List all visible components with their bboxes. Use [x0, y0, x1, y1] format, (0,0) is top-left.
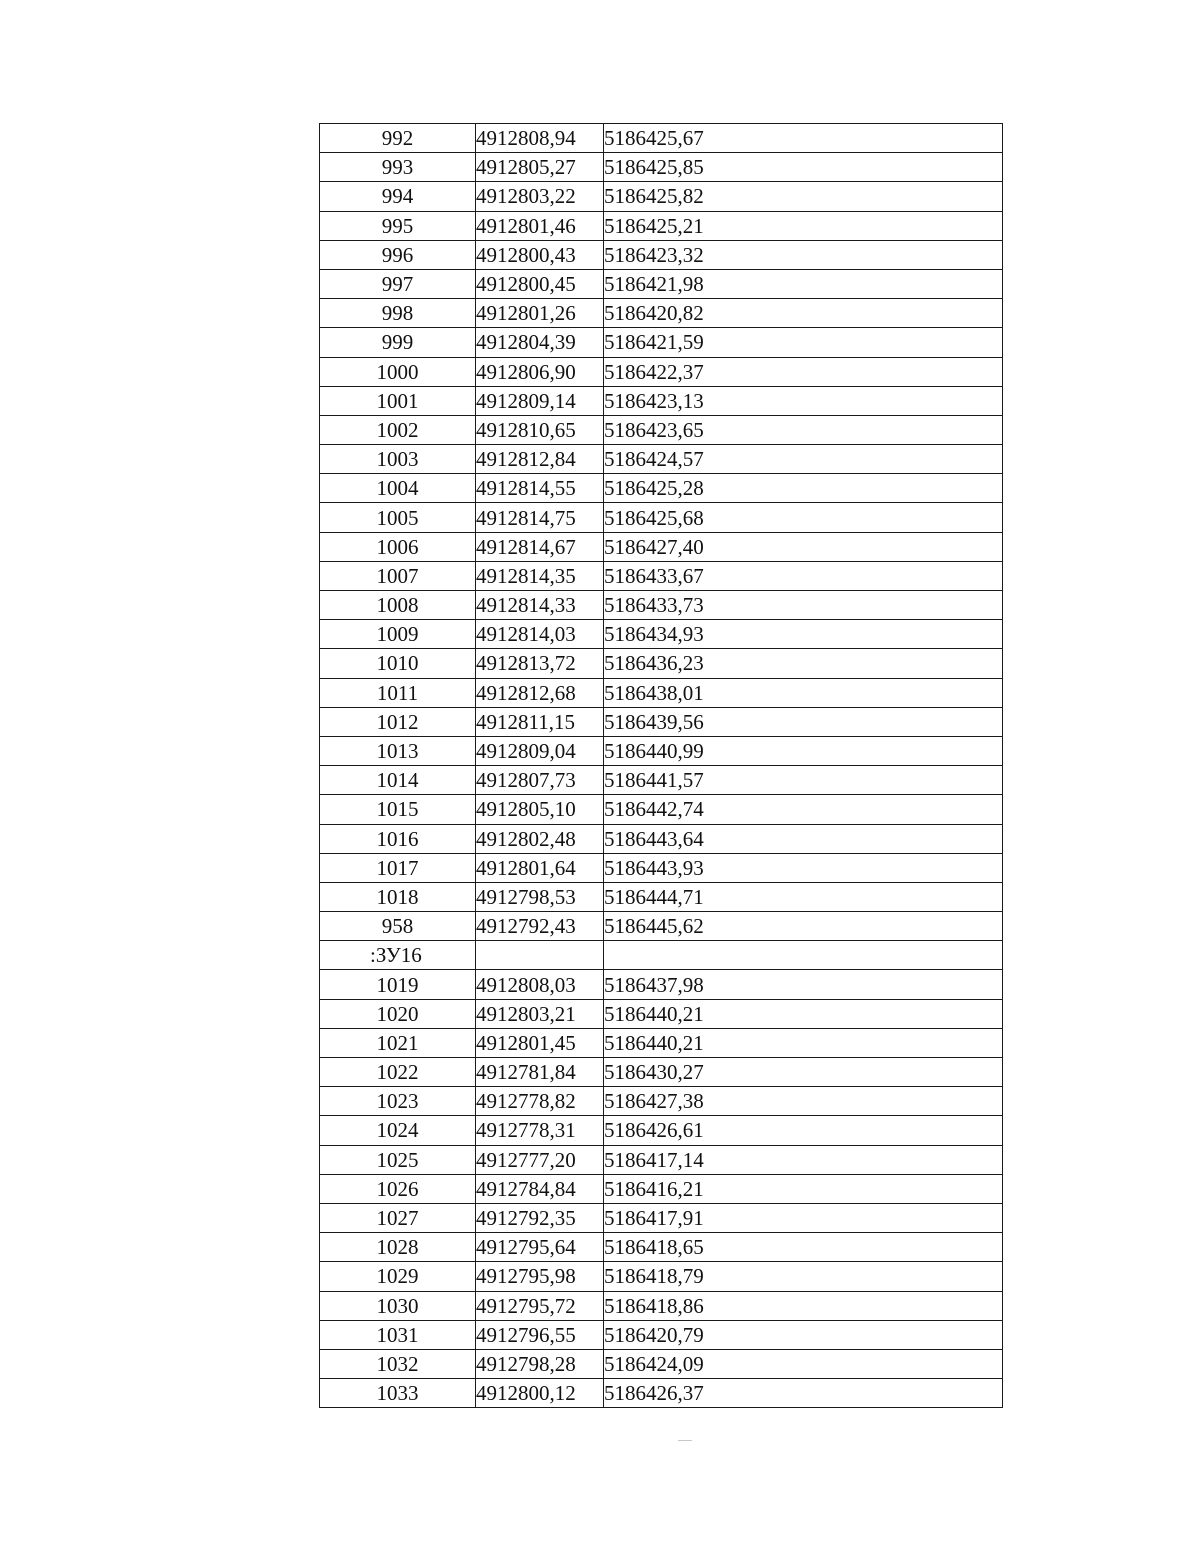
y-coordinate-cell: 5186439,56	[604, 707, 1003, 736]
y-coordinate-cell: 5186427,40	[604, 532, 1003, 561]
y-coordinate-cell: 5186423,65	[604, 415, 1003, 444]
point-number-cell: 993	[320, 153, 476, 182]
y-coordinate-cell: 5186423,13	[604, 386, 1003, 415]
table-row	[320, 1291, 1003, 1320]
y-coordinate-cell: 5186434,93	[604, 620, 1003, 649]
point-number-cell: 1021	[320, 1028, 476, 1057]
point-number-cell: 997	[320, 269, 476, 298]
x-coordinate-cell: 4912812,84	[476, 445, 604, 474]
x-coordinate-cell: 4912811,15	[476, 707, 604, 736]
x-coordinate-cell: 4912814,03	[476, 620, 604, 649]
table-row	[320, 678, 1003, 707]
point-number-cell: 1005	[320, 503, 476, 532]
x-coordinate-cell: 4912803,21	[476, 999, 604, 1028]
table-row	[320, 766, 1003, 795]
point-number-cell: 1004	[320, 474, 476, 503]
point-number-cell: 1006	[320, 532, 476, 561]
table-row	[320, 357, 1003, 386]
table-row	[320, 299, 1003, 328]
x-coordinate-cell: 4912814,75	[476, 503, 604, 532]
y-coordinate-cell: 5186433,73	[604, 591, 1003, 620]
x-coordinate-cell	[476, 941, 604, 970]
x-coordinate-cell: 4912781,84	[476, 1058, 604, 1087]
y-coordinate-cell: 5186437,98	[604, 970, 1003, 999]
x-coordinate-cell: 4912800,12	[476, 1379, 604, 1408]
x-coordinate-cell: 4912800,43	[476, 240, 604, 269]
table-row	[320, 707, 1003, 736]
point-number-cell: 1011	[320, 678, 476, 707]
x-coordinate-cell: 4912801,26	[476, 299, 604, 328]
y-coordinate-cell: 5186430,27	[604, 1058, 1003, 1087]
x-coordinate-cell: 4912792,43	[476, 912, 604, 941]
x-coordinate-cell: 4912778,82	[476, 1087, 604, 1116]
point-number-cell: 1032	[320, 1349, 476, 1378]
table-row	[320, 474, 1003, 503]
point-number-cell: 1022	[320, 1058, 476, 1087]
y-coordinate-cell: 5186423,32	[604, 240, 1003, 269]
table-row	[320, 153, 1003, 182]
y-coordinate-cell: 5186426,37	[604, 1379, 1003, 1408]
y-coordinate-cell: 5186443,93	[604, 853, 1003, 882]
point-number-cell: 998	[320, 299, 476, 328]
table-row	[320, 1116, 1003, 1145]
y-coordinate-cell: 5186424,09	[604, 1349, 1003, 1378]
point-number-cell: 1014	[320, 766, 476, 795]
y-coordinate-cell: 5186440,21	[604, 999, 1003, 1028]
point-number-cell: 1010	[320, 649, 476, 678]
coordinates-table-body	[320, 124, 1003, 1408]
table-row	[320, 736, 1003, 765]
x-coordinate-cell: 4912800,45	[476, 269, 604, 298]
y-coordinate-cell: 5186442,74	[604, 795, 1003, 824]
table-row	[320, 1145, 1003, 1174]
table-row	[320, 240, 1003, 269]
table-row	[320, 386, 1003, 415]
y-coordinate-cell: 5186420,82	[604, 299, 1003, 328]
point-number-cell: 1025	[320, 1145, 476, 1174]
table-row	[320, 591, 1003, 620]
point-number-cell: 1002	[320, 415, 476, 444]
point-number-cell: 1026	[320, 1174, 476, 1203]
y-coordinate-cell: 5186440,99	[604, 736, 1003, 765]
table-row	[320, 999, 1003, 1028]
x-coordinate-cell: 4912792,35	[476, 1203, 604, 1232]
point-number-cell: 1018	[320, 882, 476, 911]
x-coordinate-cell: 4912809,04	[476, 736, 604, 765]
point-number-cell: :ЗУ16	[320, 941, 476, 970]
x-coordinate-cell: 4912796,55	[476, 1320, 604, 1349]
y-coordinate-cell: 5186436,23	[604, 649, 1003, 678]
point-number-cell: 1007	[320, 561, 476, 590]
x-coordinate-cell: 4912814,55	[476, 474, 604, 503]
point-number-cell: 1024	[320, 1116, 476, 1145]
table-row	[320, 1320, 1003, 1349]
point-number-cell: 1008	[320, 591, 476, 620]
table-row	[320, 1262, 1003, 1291]
y-coordinate-cell: 5186444,71	[604, 882, 1003, 911]
table-row	[320, 824, 1003, 853]
x-coordinate-cell: 4912798,28	[476, 1349, 604, 1378]
table-row	[320, 503, 1003, 532]
point-number-cell: 1001	[320, 386, 476, 415]
point-number-cell: 1027	[320, 1203, 476, 1232]
y-coordinate-cell: 5186426,61	[604, 1116, 1003, 1145]
table-row	[320, 182, 1003, 211]
point-number-cell: 1013	[320, 736, 476, 765]
table-row	[320, 882, 1003, 911]
x-coordinate-cell: 4912808,03	[476, 970, 604, 999]
x-coordinate-cell: 4912806,90	[476, 357, 604, 386]
x-coordinate-cell: 4912801,45	[476, 1028, 604, 1057]
y-coordinate-cell: 5186425,28	[604, 474, 1003, 503]
table-row	[320, 1379, 1003, 1408]
x-coordinate-cell: 4912795,98	[476, 1262, 604, 1291]
x-coordinate-cell: 4912798,53	[476, 882, 604, 911]
table-row	[320, 1349, 1003, 1378]
point-number-cell: 996	[320, 240, 476, 269]
point-number-cell: 1009	[320, 620, 476, 649]
x-coordinate-cell: 4912814,33	[476, 591, 604, 620]
y-coordinate-cell: 5186424,57	[604, 445, 1003, 474]
x-coordinate-cell: 4912810,65	[476, 415, 604, 444]
table-row	[320, 1233, 1003, 1262]
x-coordinate-cell: 4912807,73	[476, 766, 604, 795]
table-row	[320, 1058, 1003, 1087]
point-number-cell: 1003	[320, 445, 476, 474]
x-coordinate-cell: 4912814,67	[476, 532, 604, 561]
y-coordinate-cell: 5186445,62	[604, 912, 1003, 941]
table-row	[320, 415, 1003, 444]
table-row	[320, 1203, 1003, 1232]
x-coordinate-cell: 4912801,64	[476, 853, 604, 882]
point-number-cell: 1015	[320, 795, 476, 824]
x-coordinate-cell: 4912795,64	[476, 1233, 604, 1262]
table-row	[320, 853, 1003, 882]
y-coordinate-cell: 5186438,01	[604, 678, 1003, 707]
point-number-cell: 995	[320, 211, 476, 240]
x-coordinate-cell: 4912801,46	[476, 211, 604, 240]
table-row	[320, 445, 1003, 474]
y-coordinate-cell: 5186425,21	[604, 211, 1003, 240]
y-coordinate-cell: 5186425,85	[604, 153, 1003, 182]
point-number-cell: 1033	[320, 1379, 476, 1408]
x-coordinate-cell: 4912814,35	[476, 561, 604, 590]
x-coordinate-cell: 4912809,14	[476, 386, 604, 415]
table-row	[320, 649, 1003, 678]
x-coordinate-cell: 4912777,20	[476, 1145, 604, 1174]
y-coordinate-cell: 5186416,21	[604, 1174, 1003, 1203]
table-row	[320, 211, 1003, 240]
table-row	[320, 1028, 1003, 1057]
table-row	[320, 912, 1003, 941]
x-coordinate-cell: 4912808,94	[476, 124, 604, 153]
point-number-cell: 1031	[320, 1320, 476, 1349]
y-coordinate-cell: 5186425,68	[604, 503, 1003, 532]
point-number-cell: 1019	[320, 970, 476, 999]
y-coordinate-cell: 5186427,38	[604, 1087, 1003, 1116]
point-number-cell: 1023	[320, 1087, 476, 1116]
y-coordinate-cell: 5186421,98	[604, 269, 1003, 298]
y-coordinate-cell: 5186418,86	[604, 1291, 1003, 1320]
table-row	[320, 1087, 1003, 1116]
table-row	[320, 124, 1003, 153]
x-coordinate-cell: 4912812,68	[476, 678, 604, 707]
x-coordinate-cell: 4912813,72	[476, 649, 604, 678]
y-coordinate-cell: 5186425,82	[604, 182, 1003, 211]
scan-mark	[678, 1440, 692, 1441]
y-coordinate-cell	[604, 941, 1003, 970]
table-row	[320, 970, 1003, 999]
point-number-cell: 999	[320, 328, 476, 357]
point-number-cell: 992	[320, 124, 476, 153]
y-coordinate-cell: 5186418,79	[604, 1262, 1003, 1291]
y-coordinate-cell: 5186420,79	[604, 1320, 1003, 1349]
point-number-cell: 1017	[320, 853, 476, 882]
point-number-cell: 994	[320, 182, 476, 211]
x-coordinate-cell: 4912805,10	[476, 795, 604, 824]
table-row	[320, 620, 1003, 649]
table-row	[320, 328, 1003, 357]
point-number-cell: 958	[320, 912, 476, 941]
x-coordinate-cell: 4912795,72	[476, 1291, 604, 1320]
y-coordinate-cell: 5186422,37	[604, 357, 1003, 386]
table-row	[320, 1174, 1003, 1203]
y-coordinate-cell: 5186417,91	[604, 1203, 1003, 1232]
table-row	[320, 561, 1003, 590]
x-coordinate-cell: 4912802,48	[476, 824, 604, 853]
point-number-cell: 1030	[320, 1291, 476, 1320]
table-row	[320, 532, 1003, 561]
y-coordinate-cell: 5186425,67	[604, 124, 1003, 153]
point-number-cell: 1020	[320, 999, 476, 1028]
x-coordinate-cell: 4912803,22	[476, 182, 604, 211]
x-coordinate-cell: 4912784,84	[476, 1174, 604, 1203]
point-number-cell: 1028	[320, 1233, 476, 1262]
y-coordinate-cell: 5186441,57	[604, 766, 1003, 795]
point-number-cell: 1029	[320, 1262, 476, 1291]
point-number-cell: 1016	[320, 824, 476, 853]
x-coordinate-cell: 4912778,31	[476, 1116, 604, 1145]
point-number-cell: 1012	[320, 707, 476, 736]
x-coordinate-cell: 4912805,27	[476, 153, 604, 182]
table-row	[320, 795, 1003, 824]
x-coordinate-cell: 4912804,39	[476, 328, 604, 357]
point-number-cell: 1000	[320, 357, 476, 386]
y-coordinate-cell: 5186443,64	[604, 824, 1003, 853]
coordinates-table	[319, 123, 1003, 1408]
table-row	[320, 269, 1003, 298]
y-coordinate-cell: 5186440,21	[604, 1028, 1003, 1057]
y-coordinate-cell: 5186417,14	[604, 1145, 1003, 1174]
y-coordinate-cell: 5186418,65	[604, 1233, 1003, 1262]
y-coordinate-cell: 5186421,59	[604, 328, 1003, 357]
section-row	[320, 941, 1003, 970]
y-coordinate-cell: 5186433,67	[604, 561, 1003, 590]
